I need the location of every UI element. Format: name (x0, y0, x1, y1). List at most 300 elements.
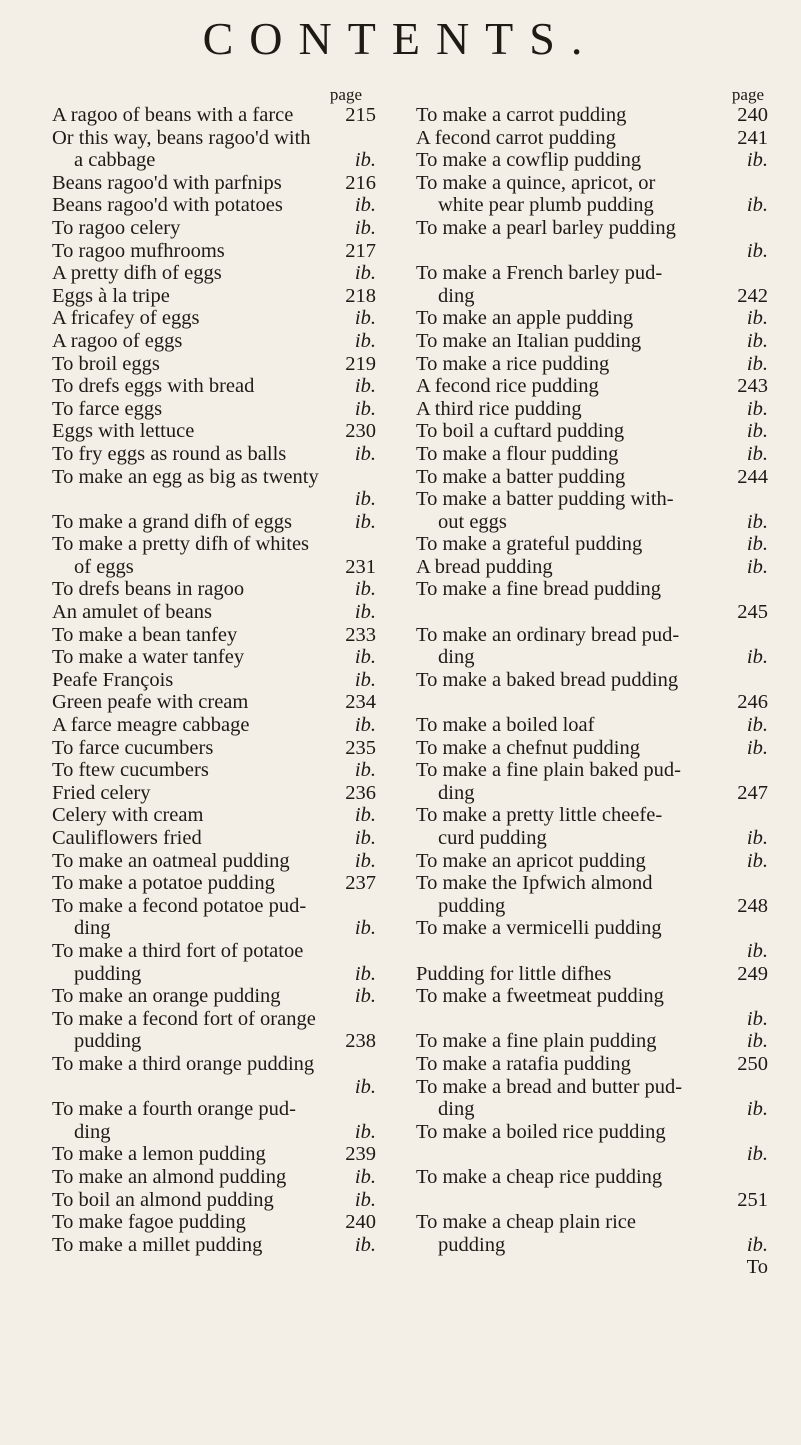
contents-entry (52, 578, 376, 601)
entry-page: ib. (746, 646, 768, 669)
contents-entry (52, 240, 376, 263)
contents-entry (52, 1008, 376, 1031)
entry-title: Green peafe with cream (52, 691, 249, 714)
contents-entry (416, 669, 768, 692)
contents-entry (52, 646, 376, 669)
entry-page: ib. (354, 1233, 376, 1256)
entry-page (370, 895, 376, 918)
contents-entry (52, 1098, 376, 1121)
contents-entry (52, 466, 376, 489)
entry-title: A ragoo of beans with a farce (52, 104, 294, 126)
entry-page: ib. (354, 1188, 376, 1211)
contents-entry (416, 375, 768, 398)
contents-entry (52, 420, 376, 443)
entry-page: ib. (746, 194, 768, 217)
entry-page: ib. (354, 1120, 376, 1143)
entry-title: ding (438, 284, 475, 307)
contents-entry (52, 872, 376, 895)
entry-title: pudding (74, 962, 142, 985)
entry-title: A fecond rice pudding (416, 375, 599, 398)
contents-entry (416, 285, 768, 308)
entry-page: ib. (746, 939, 768, 962)
entry-page: ib. (354, 714, 376, 737)
entry-title: To make a fweetmeat pudding (416, 985, 664, 1008)
entry-title (416, 1008, 741, 1031)
contents-entry (416, 759, 768, 782)
entry-title: To ftew cucumbers (52, 759, 209, 782)
entry-page: ib. (746, 442, 768, 465)
entry-title: To boil an almond pudding (52, 1188, 274, 1211)
entry-title: Eggs with lettuce (52, 420, 195, 443)
contents-entry (416, 940, 768, 963)
entry-page: 247 (737, 781, 768, 804)
contents-entry (416, 194, 768, 217)
contents-entry (52, 556, 376, 579)
entry-title: To make a French barley pud- (416, 262, 663, 285)
entry-title: A farce meagre cabbage (52, 714, 250, 737)
entry-page: ib. (354, 262, 376, 285)
entry-title: pudding (438, 1233, 506, 1256)
entry-page: 240 (737, 104, 768, 126)
entry-page: 250 (737, 1052, 768, 1075)
contents-entry (416, 466, 768, 489)
entry-page: 233 (345, 623, 376, 646)
entry-title: To make a fourth orange pud- (52, 1098, 296, 1121)
contents-entry (416, 1053, 768, 1076)
entry-page (370, 533, 376, 556)
entry-page: 240 (345, 1211, 376, 1234)
contents-entry (416, 488, 768, 511)
contents-entry (52, 691, 376, 714)
entry-page: ib. (746, 533, 768, 556)
entry-title: Celery with cream (52, 804, 204, 827)
entry-title: a cabbage (74, 149, 156, 172)
contents-entry (52, 1030, 376, 1053)
entry-title: To make a fine plain baked pud- (416, 759, 681, 782)
entry-page: 249 (737, 962, 768, 985)
entry-page: 239 (345, 1143, 376, 1166)
contents-entry (416, 804, 768, 827)
entry-page: ib. (746, 329, 768, 352)
contents-column-right (416, 86, 768, 1279)
contents-entry (52, 963, 376, 986)
entry-title: To make a flour pudding (416, 442, 619, 465)
contents-list-right (416, 104, 768, 1279)
page-column-label: page (731, 85, 764, 104)
contents-entry (52, 850, 376, 873)
entry-page: 251 (737, 1188, 768, 1211)
entry-title: ding (438, 646, 475, 669)
entry-page (370, 1053, 376, 1076)
entry-page (370, 940, 376, 963)
entry-page: 248 (737, 894, 768, 917)
entry-title: To drefs beans in ragoo (52, 578, 245, 601)
contents-entry (416, 1189, 768, 1212)
contents-entry (416, 443, 768, 466)
entry-title: Pudding for little difhes (416, 962, 612, 985)
entry-title: To make a pretty little cheefe- (416, 804, 663, 827)
entry-page (762, 262, 768, 285)
entry-title: To make a water tanfey (52, 646, 245, 669)
contents-entry (52, 827, 376, 850)
entry-title: A third rice pudding (416, 397, 582, 420)
entry-title: To make a bread and butter pud- (416, 1075, 683, 1098)
entry-page (762, 985, 768, 1008)
contents-entry (52, 511, 376, 534)
entry-page: 217 (345, 239, 376, 262)
entry-page: ib. (354, 397, 376, 420)
entry-page (762, 804, 768, 827)
entry-page (762, 1211, 768, 1234)
entry-page: ib. (354, 442, 376, 465)
entry-title: To make a grateful pudding (416, 533, 643, 556)
entry-title: ding (438, 1098, 475, 1121)
contents-entry (52, 714, 376, 737)
contents-entry (416, 737, 768, 760)
entry-title: To make a fecond potatoe pud- (52, 894, 307, 917)
entry-page: ib. (746, 352, 768, 375)
contents-entry (416, 149, 768, 172)
contents-entry (52, 533, 376, 556)
contents-entry (52, 375, 376, 398)
entry-page (762, 624, 768, 647)
contents-entry (416, 624, 768, 647)
contents-entry (52, 217, 376, 240)
entry-page: 235 (345, 736, 376, 759)
contents-entry (52, 624, 376, 647)
entry-page: ib. (354, 917, 376, 940)
entry-page: 245 (737, 601, 768, 624)
entry-page: 237 (345, 872, 376, 895)
entry-page: ib. (746, 239, 768, 262)
entry-title: To make a rice pudding (416, 352, 610, 375)
entry-title: To make a cowflip pudding (416, 149, 642, 172)
contents-entry (52, 1121, 376, 1144)
entry-page: ib. (354, 1165, 376, 1188)
entry-title: To make a quince, apricot, or (416, 171, 656, 194)
entry-page: 215 (345, 104, 376, 126)
contents-entry (52, 669, 376, 692)
entry-title: ding (74, 917, 111, 940)
entry-page: ib. (354, 510, 376, 533)
contents-entry (416, 511, 768, 534)
entry-page: 219 (345, 352, 376, 375)
contents-entry (52, 985, 376, 1008)
entry-title: To make a boiled loaf (416, 714, 595, 737)
entry-title: To make the Ipfwich almond (416, 872, 653, 895)
entry-title: To make a cheap rice pudding (416, 1165, 663, 1188)
contents-entry (416, 556, 768, 579)
contents-entry (416, 1143, 768, 1166)
entry-page: ib. (354, 329, 376, 352)
entry-page: 246 (737, 691, 768, 714)
entry-page: ib. (746, 1143, 768, 1166)
entry-title: To make a third fort of potatoe (52, 939, 304, 962)
entry-title: To drefs eggs with bread (52, 375, 255, 398)
contents-entry (416, 985, 768, 1008)
contents-entry (416, 353, 768, 376)
contents-entry (416, 398, 768, 421)
entry-page: ib. (746, 420, 768, 443)
contents-entry (416, 330, 768, 353)
entry-page: 236 (345, 781, 376, 804)
entry-title: To make an apple pudding (416, 307, 634, 330)
entry-page: ib. (354, 375, 376, 398)
entry-page: ib. (354, 985, 376, 1008)
entry-page: 241 (737, 126, 768, 149)
entry-title: A fecond carrot pudding (416, 126, 616, 149)
contents-entry (416, 1098, 768, 1121)
entry-title: To make a third orange pudding (52, 1052, 315, 1075)
entry-page (370, 127, 376, 150)
contents-entry (416, 1234, 768, 1257)
contents-entry (416, 895, 768, 918)
contents-entry (52, 940, 376, 963)
contents-entry (52, 1189, 376, 1212)
entry-page: ib. (354, 1075, 376, 1098)
entry-page (370, 1098, 376, 1121)
page-header: CONTENTS. (202, 13, 599, 64)
entry-page: ib. (746, 307, 768, 330)
entry-page (370, 466, 376, 489)
entry-title: To make a lemon pudding (52, 1143, 266, 1166)
contents-entry (416, 1076, 768, 1099)
contents-entry (416, 420, 768, 443)
contents-entry (52, 759, 376, 782)
contents-entry (52, 601, 376, 624)
contents-entry (416, 1030, 768, 1053)
entry-page (762, 172, 768, 195)
entry-title: white pear plumb pudding (438, 194, 654, 217)
entry-page: 243 (737, 375, 768, 398)
entry-title: To boil a cuftard pudding (416, 420, 625, 443)
contents-entry (52, 1076, 376, 1099)
entry-title (416, 1256, 741, 1279)
entry-page: To (746, 1256, 768, 1279)
entry-page: 234 (345, 691, 376, 714)
contents-entry (52, 285, 376, 308)
contents-entry (52, 1234, 376, 1257)
entry-title: To fry eggs as round as balls (52, 442, 287, 465)
entry-page: ib. (746, 736, 768, 759)
contents-entry (416, 307, 768, 330)
entry-title: To make a bean tanfey (52, 623, 238, 646)
contents-entry (52, 488, 376, 511)
entry-page: 242 (737, 284, 768, 307)
contents-list-left (52, 104, 376, 1256)
entry-title: An amulet of beans (52, 601, 212, 624)
contents-entry (416, 1211, 768, 1234)
contents-entry (52, 1053, 376, 1076)
entry-title: To farce cucumbers (52, 736, 214, 759)
contents-entry (416, 104, 768, 127)
entry-title (416, 1189, 731, 1212)
contents-entry (52, 149, 376, 172)
entry-title (416, 940, 741, 963)
contents-entry (52, 804, 376, 827)
entry-title: To ragoo celery (52, 216, 181, 239)
contents-entry (416, 714, 768, 737)
entry-title: Eggs à la tripe (52, 284, 170, 307)
entry-title: To make a cheap plain rice (416, 1211, 636, 1234)
entry-title: pudding (74, 1030, 142, 1053)
entry-title: A bread pudding (416, 555, 553, 578)
contents-entry (416, 1166, 768, 1189)
entry-title: To make a batter pudding with- (416, 488, 674, 511)
entry-page: 230 (345, 420, 376, 443)
page-column-label: page (329, 85, 362, 104)
contents-entry (52, 1211, 376, 1234)
contents-entry (416, 850, 768, 873)
entry-title: To make a vermicelli pudding (416, 917, 662, 940)
entry-page: ib. (746, 555, 768, 578)
contents-entry (52, 104, 376, 127)
entry-page: ib. (354, 601, 376, 624)
contents-entry (52, 172, 376, 195)
contents-entry (52, 307, 376, 330)
entry-title: To make fagoe pudding (52, 1211, 246, 1234)
entry-title: To make a chefnut pudding (416, 736, 640, 759)
entry-page: ib. (746, 1098, 768, 1121)
contents-entry (416, 127, 768, 150)
entry-page: ib. (354, 827, 376, 849)
entry-title (416, 240, 741, 263)
entry-title (416, 1143, 741, 1166)
entry-title (52, 1076, 349, 1099)
entry-title: To make a baked bread pudding (416, 668, 679, 691)
entry-page: ib. (354, 194, 376, 217)
entry-page: ib. (354, 149, 376, 172)
entry-page: ib. (746, 149, 768, 172)
entry-title: To make a millet pudding (52, 1233, 263, 1256)
entry-page: ib. (354, 488, 376, 511)
contents-entry (416, 1121, 768, 1144)
contents-entry (52, 895, 376, 918)
contents-entry (416, 917, 768, 940)
contents-entry (52, 353, 376, 376)
entry-title: To make a ratafia pudding (416, 1052, 631, 1075)
entry-title: A ragoo of eggs (52, 329, 183, 352)
entry-title: Or this way, beans ragoo'd with (52, 126, 311, 149)
entry-title: A pretty difh of eggs (52, 262, 222, 285)
entry-title: ding (438, 781, 475, 804)
entry-page: ib. (354, 804, 376, 827)
entry-title: To make an egg as big as twenty (52, 465, 319, 488)
contents-entry (52, 194, 376, 217)
entry-title: A fricafey of eggs (52, 307, 200, 330)
entry-page: ib. (746, 510, 768, 533)
entry-title: To ragoo mufhrooms (52, 239, 225, 262)
entry-title: out eggs (438, 510, 507, 533)
contents-entry (416, 963, 768, 986)
entry-page: ib. (746, 1030, 768, 1053)
entry-title: To make a pearl barley pudding (416, 216, 676, 239)
contents-entry (52, 330, 376, 353)
entry-page: ib. (746, 827, 768, 849)
entry-page: ib. (746, 849, 768, 872)
contents-entry (52, 737, 376, 760)
entry-page (762, 917, 768, 940)
entry-page: 238 (345, 1030, 376, 1053)
contents-entry (416, 533, 768, 556)
entry-title: Fried celery (52, 781, 151, 804)
entry-page (762, 217, 768, 240)
entry-title: of eggs (74, 555, 134, 578)
contents-entry (416, 872, 768, 895)
entry-page: ib. (746, 714, 768, 737)
entry-title: Beans ragoo'd with potatoes (52, 194, 283, 217)
entry-page (762, 872, 768, 895)
entry-title: To make a pretty difh of whites (52, 533, 310, 556)
contents-entry (52, 127, 376, 150)
contents-entry (52, 443, 376, 466)
entry-title: To make a batter pudding (416, 465, 626, 488)
entry-title: Cauliflowers fried (52, 827, 202, 849)
entry-title: curd pudding (438, 827, 547, 849)
entry-page: ib. (354, 307, 376, 330)
contents-column-left (52, 86, 376, 1256)
contents-entry (416, 217, 768, 240)
entry-page: ib. (354, 759, 376, 782)
entry-page: ib. (354, 962, 376, 985)
entry-title: pudding (438, 894, 506, 917)
entry-title: To farce eggs (52, 397, 163, 420)
entry-title (416, 601, 731, 624)
entry-page: 218 (345, 284, 376, 307)
contents-entry (52, 398, 376, 421)
entry-title: ding (74, 1120, 111, 1143)
entry-page: ib. (746, 397, 768, 420)
entry-page (762, 1076, 768, 1099)
entry-page: ib. (354, 668, 376, 691)
contents-entry (52, 1143, 376, 1166)
contents-entry (52, 917, 376, 940)
entry-page: ib. (746, 1007, 768, 1030)
entry-title: To make a carrot pudding (416, 104, 627, 126)
entry-page (762, 669, 768, 692)
entry-page (762, 1166, 768, 1189)
entry-title: To make an ordinary bread pud- (416, 623, 680, 646)
entry-title: To make a grand difh of eggs (52, 510, 292, 533)
entry-page: ib. (354, 216, 376, 239)
contents-entry (52, 262, 376, 285)
entry-page (762, 488, 768, 511)
contents-entry (416, 601, 768, 624)
entry-title: To make an apricot pudding (416, 849, 646, 872)
entry-page: ib. (354, 578, 376, 601)
contents-entry (416, 646, 768, 669)
contents-entry (416, 262, 768, 285)
entry-title: To make an orange pudding (52, 985, 281, 1008)
entry-page: ib. (354, 646, 376, 669)
contents-entry (416, 578, 768, 601)
entry-page (762, 578, 768, 601)
entry-page: 231 (345, 555, 376, 578)
entry-title: To make a potatoe pudding (52, 872, 275, 895)
contents-entry (416, 1256, 768, 1279)
contents-entry (416, 691, 768, 714)
entry-title (416, 691, 731, 714)
entry-title: Peafe François (52, 668, 174, 691)
entry-page: 244 (737, 465, 768, 488)
entry-title: To make a fine plain pudding (416, 1030, 657, 1053)
entry-page (370, 1008, 376, 1031)
entry-title: To make an Italian pudding (416, 329, 642, 352)
entry-title (52, 488, 349, 511)
entry-title: Beans ragoo'd with parfnips (52, 171, 282, 194)
entry-page (762, 1121, 768, 1144)
entry-page: ib. (746, 1233, 768, 1256)
